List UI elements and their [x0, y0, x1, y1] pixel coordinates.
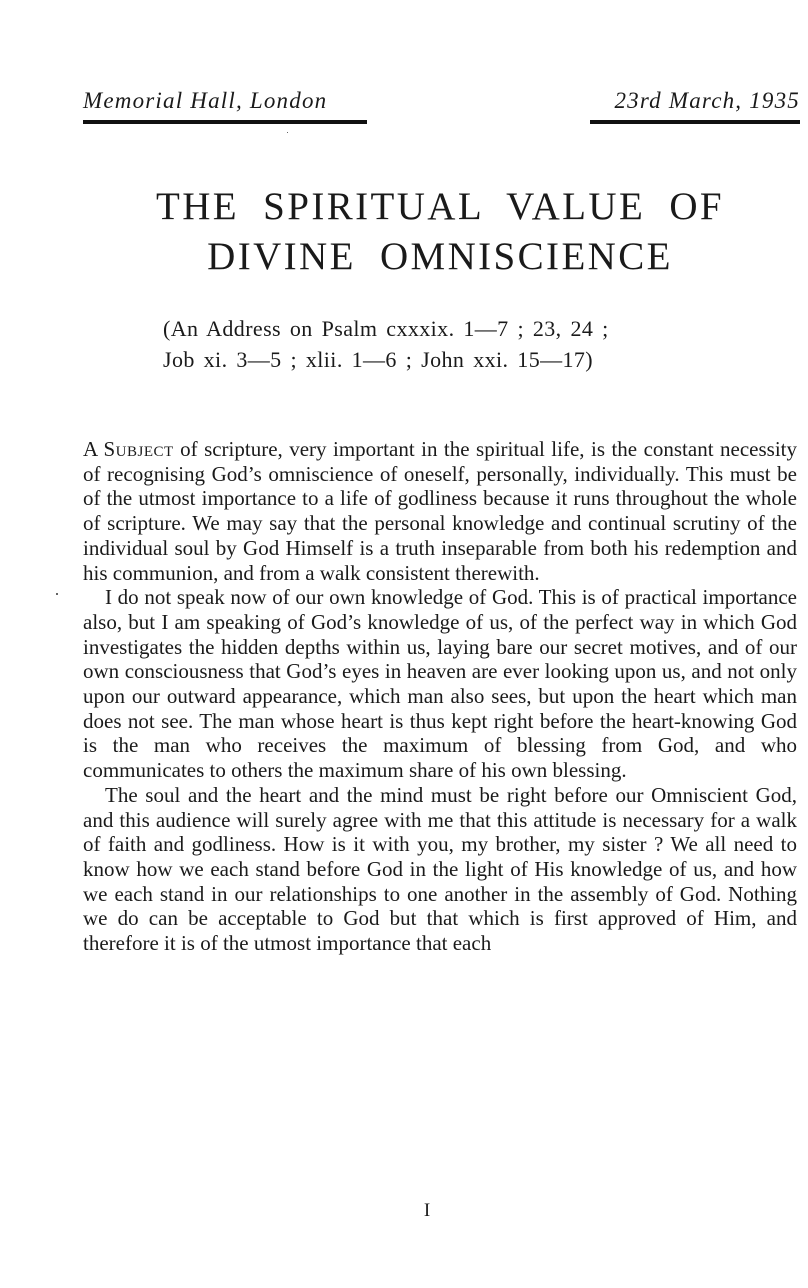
title-line-2: DIVINE OMNISCIENCE — [207, 235, 673, 278]
page-number: I — [423, 1200, 431, 1221]
body-text — [83, 437, 797, 956]
paragraph-2: I do not speak now of our own knowledge of God. This is of practical importance also, but I am speaking of God’s knowledge of us, of the perfect way in which God investigates the hidden depths within us, laying bare our secret motives, and of our own consciousness that God’s eyes in heaven are ever looking upon us, and not only upon our outward appearance, which man also sees, but upon the heart which man does not see. The man whose heart is thus kept right before the heart-knowing God is the man who receives the maximum of blessing from God, and who communicates to others the maximum share of his own blessing. — [83, 585, 797, 783]
running-head-location: Memorial Hall, London — [83, 88, 367, 124]
paragraph-1-text: of scripture, very important in the spiritual life, is the constant necessity of recognising God’s omniscience of oneself, personally, individually. This must be of the utmost importance to a life of godliness because it runs throughout the whole of scripture. We may say that the personal knowledge and continual scrutiny of the individual soul by God Himself is a truth inseparable from both his redemption and his communion, and from a walk consistent therewith. — [83, 437, 797, 585]
scripture-references — [163, 313, 763, 375]
scan-speck — [287, 132, 288, 133]
paragraph-1 — [83, 437, 797, 585]
paragraph-3: The soul and the heart and the mind must be right before our Omniscient God, and this audience will surely agree with me that this attitude is necessary for a walk of faith and godliness. How is it with you, my brother, my sister ? We all need to know how we each stand before God in the light of His knowledge of us, and how we each stand in our relationships to one another in the assembly of God. Nothing we do can be acceptable to God but that which is first approved of Him, and therefore it is of the utmost importance that each — [83, 782, 797, 956]
subtitle-line-2: Job xi. 3—5 ; xlii. 1—6 ; John xxi. 15—17) — [163, 347, 594, 372]
scan-speck — [56, 593, 58, 595]
smallcaps-word: Subject — [103, 437, 174, 461]
running-head — [83, 88, 800, 128]
drop-lead: A — [83, 437, 104, 461]
title-line-1: THE SPIRITUAL VALUE OF — [155, 185, 725, 228]
running-head-date: 23rd March, 1935 — [590, 88, 800, 124]
page-title — [0, 182, 808, 282]
subtitle-line-1: (An Address on Psalm cxxxix. 1—7 ; 23, 24 ; — [163, 316, 609, 341]
